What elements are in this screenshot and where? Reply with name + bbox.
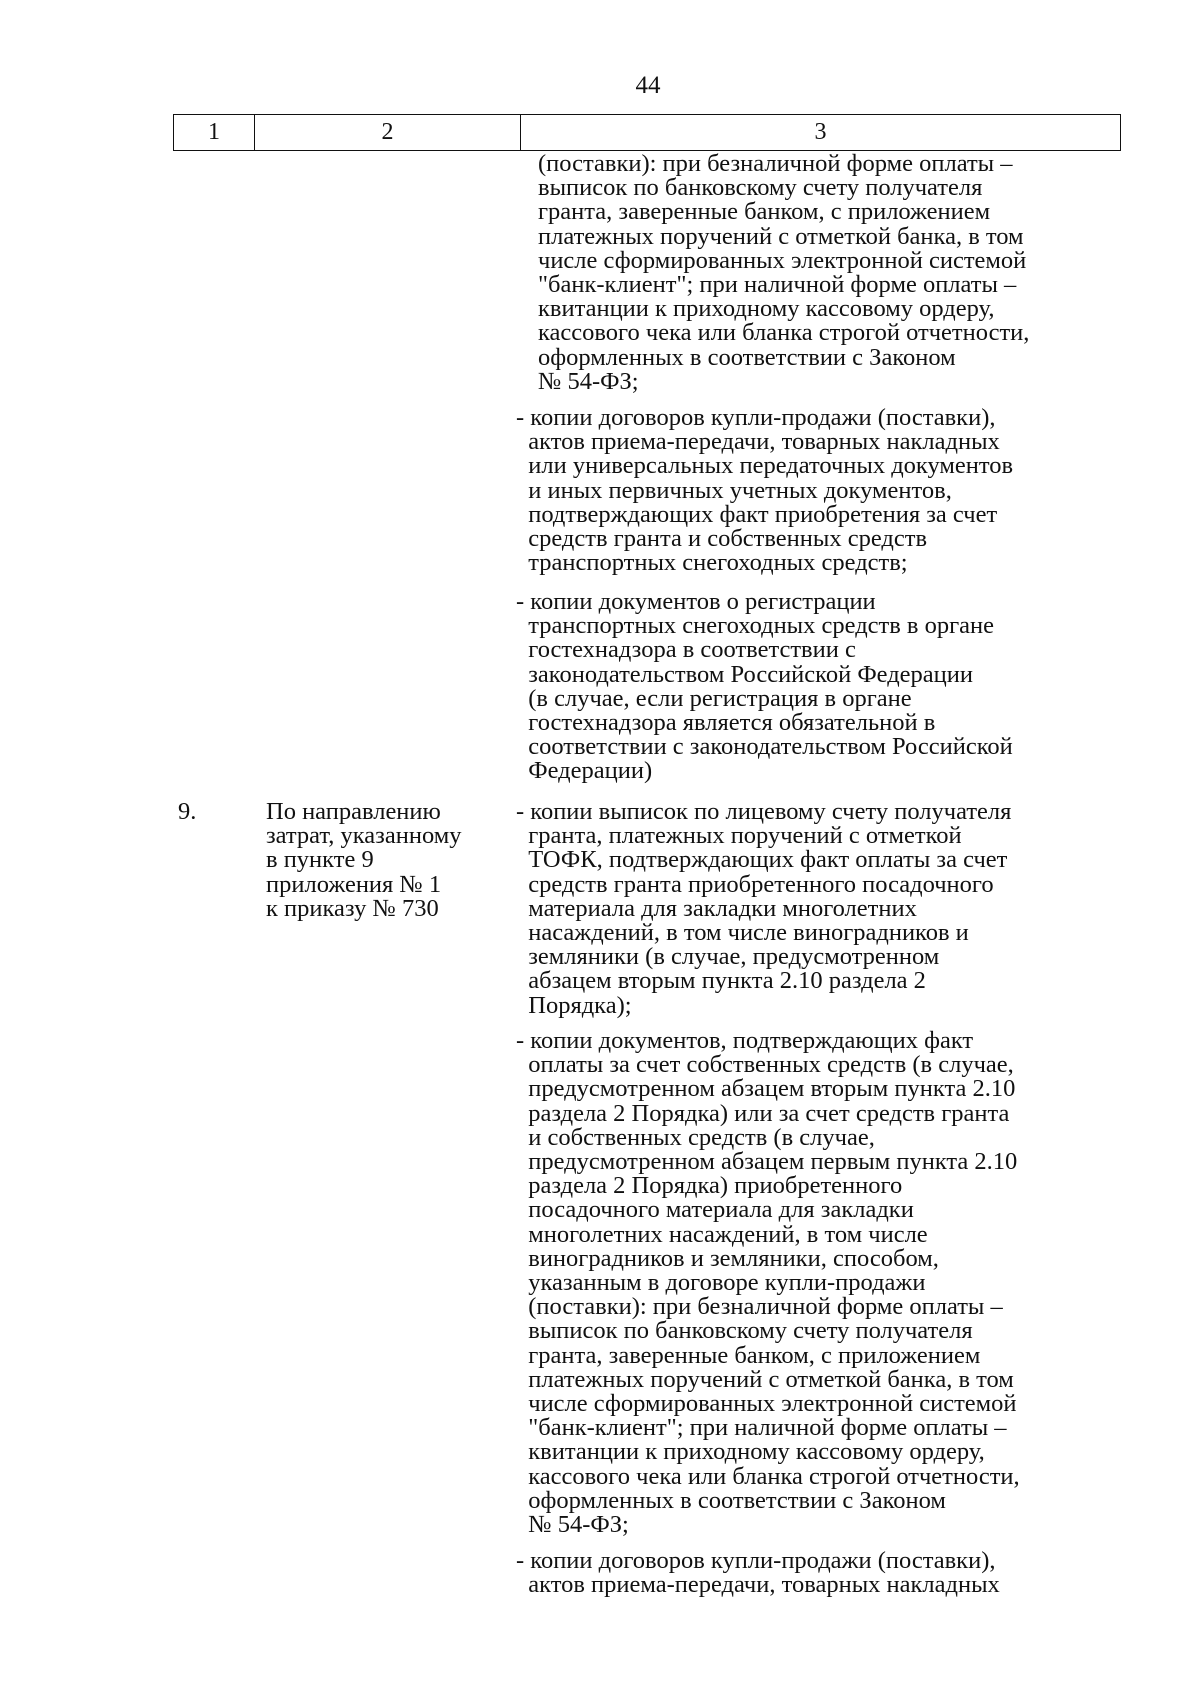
continuation-paragraph-line: кассового чека или бланка строгой отчетности,	[538, 319, 1030, 347]
row8-item-line: и иных первичных учетных документов,	[516, 476, 952, 504]
continuation-paragraph-line: оформленных в соответствии с Законом	[538, 343, 956, 371]
row9-direction-line: к приказу № 730	[266, 894, 439, 922]
row9-direction-line: приложения № 1	[266, 870, 442, 898]
row8-item-line: соответствии с законодательством Российской	[516, 733, 1013, 761]
row8-item-line: гостехнадзора является обязательной в	[516, 709, 936, 737]
row9-number: 9.	[178, 798, 197, 825]
row8-item-1	[516, 406, 1013, 575]
row9-item-line: - копии договоров купли-продажи (поставки),	[516, 1547, 996, 1574]
row9-item-line: виноградников и земляники, способом,	[516, 1244, 939, 1272]
row9-item-line: числе сформированных электронной системой	[516, 1390, 1017, 1418]
row9-item-2	[516, 1029, 1020, 1537]
row9-direction-line: По направлению	[266, 798, 441, 825]
continuation-paragraph	[538, 152, 1029, 394]
row8-item-line: транспортных снегоходных средств;	[516, 549, 908, 577]
row9-item-line: кассового чека или бланка строгой отчетности,	[516, 1462, 1020, 1490]
row8-item-line: - копии договоров купли-продажи (поставки),	[516, 404, 996, 431]
row8-item-2	[516, 590, 1013, 784]
row9-item-line: и собственных средств (в случае,	[516, 1123, 875, 1151]
table-header-col-2: 2	[255, 115, 521, 150]
continuation-paragraph-line: (поставки): при безналичной форме оплаты –	[538, 150, 1013, 177]
continuation-paragraph-line: квитанции к приходному кассовому ордеру,	[538, 295, 995, 323]
table-header-row	[173, 114, 1121, 151]
row8-item-line: (в случае, если регистрация в органе	[516, 684, 912, 712]
row9-item-line: раздела 2 Порядка) приобретенного	[516, 1172, 903, 1200]
row9-item-line: квитанции к приходному кассовому ордеру,	[516, 1438, 985, 1466]
row9-direction-line: затрат, указанному	[266, 822, 462, 850]
row9-item-line: оформленных в соответствии с Законом	[516, 1486, 946, 1514]
continuation-paragraph-line: № 54-ФЗ;	[538, 367, 639, 395]
row9-item-line: насаждений, в том числе виноградников и	[516, 919, 969, 947]
continuation-paragraph-line: платежных поручений с отметкой банка, в том	[538, 222, 1024, 250]
row9-item-line: предусмотренном абзацем вторым пункта 2.10	[516, 1075, 1016, 1103]
row9-item-line: ТОФК, подтверждающих факт оплаты за счет	[516, 846, 1008, 874]
row9-item-line: земляники (в случае, предусмотренном	[516, 943, 940, 971]
row8-item-line: гостехнадзора в соответствии с	[516, 636, 856, 664]
row9-direction-line: в пункте 9	[266, 846, 374, 874]
row8-item-line: Федерации)	[516, 757, 653, 785]
continuation-paragraph-line: числе сформированных электронной системой	[538, 246, 1027, 274]
row9-item-line: - копии выписок по лицевому счету получателя	[516, 798, 1012, 825]
continuation-paragraph-line: гранта, заверенные банком, с приложением	[538, 198, 991, 226]
row9-item-line: "банк-клиент"; при наличной форме оплаты –	[516, 1414, 1007, 1442]
row8-item-line: или универсальных передаточных документов	[516, 452, 1014, 480]
row8-item-line: транспортных снегоходных средств в органе	[516, 612, 995, 640]
row9-item-line: посадочного материала для закладки	[516, 1196, 914, 1224]
row9-item-line: актов приема-передачи, товарных накладных	[516, 1571, 1000, 1599]
continuation-paragraph-line: "банк-клиент"; при наличной форме оплаты –	[538, 271, 1017, 299]
table-header-col-1: 1	[174, 115, 255, 150]
row9-item-line: гранта, заверенные банком, с приложением	[516, 1341, 981, 1369]
page-number: 44	[635, 72, 661, 99]
row9-item-3	[516, 1549, 1000, 1597]
row9-item-line: многолетних насаждений, в том числе	[516, 1220, 928, 1248]
continuation-paragraph-line: выписок по банковскому счету получателя	[538, 174, 983, 202]
row9-item-line: средств гранта приобретенного посадочного	[516, 870, 994, 898]
row9-item-line: раздела 2 Порядка) или за счет средств гранта	[516, 1099, 1010, 1127]
row9-item-line: выписок по банковскому счету получателя	[516, 1317, 973, 1345]
row9-item-1	[516, 800, 1011, 1018]
row8-item-line: актов приема-передачи, товарных накладных	[516, 428, 1000, 456]
row9-item-line: - копии документов, подтверждающих факт	[516, 1027, 974, 1054]
row9-item-line: (поставки): при безналичной форме оплаты –	[516, 1293, 1003, 1321]
row9-item-line: Порядка);	[516, 991, 632, 1019]
row9-item-line: № 54-ФЗ;	[516, 1511, 629, 1539]
row9-item-line: оплаты за счет собственных средств (в случае,	[516, 1051, 1014, 1079]
row8-item-line: средств гранта и собственных средств	[516, 525, 928, 553]
row8-item-line: - копии документов о регистрации	[516, 588, 876, 615]
row9-item-line: абзацем вторым пункта 2.10 раздела 2	[516, 967, 926, 995]
row8-item-line: подтверждающих факт приобретения за счет	[516, 500, 998, 528]
row9-item-line: гранта, платежных поручений с отметкой	[516, 822, 962, 850]
row9-item-line: указанным в договоре купли-продажи	[516, 1269, 926, 1297]
row9-item-line: предусмотренном абзацем первым пункта 2.10	[516, 1148, 1018, 1176]
row9-direction	[266, 800, 462, 921]
row9-item-line: материала для закладки многолетних	[516, 894, 917, 922]
row8-item-line: законодательством Российской Федерации	[516, 660, 974, 688]
table-header-col-3: 3	[814, 119, 827, 145]
row9-item-line: платежных поручений с отметкой банка, в том	[516, 1365, 1014, 1393]
